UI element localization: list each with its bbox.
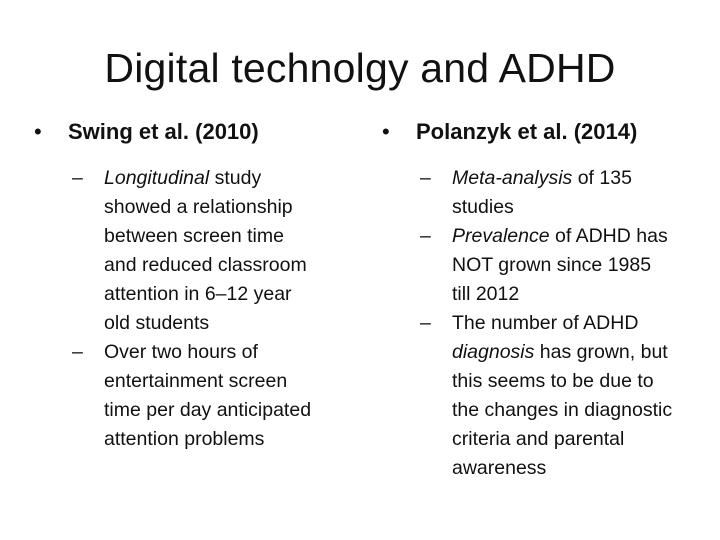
- bullet-marker: •: [34, 119, 42, 144]
- sub-bullet-screen-time: [34, 338, 354, 454]
- emphasis-text: Meta-analysis: [452, 167, 573, 189]
- text-line: [452, 222, 702, 251]
- text-line: this seems to be due to: [452, 370, 654, 392]
- text-line: studies: [452, 196, 514, 218]
- text-line: till 2012: [452, 283, 520, 305]
- text-line: and reduced classroom: [104, 254, 307, 276]
- right-sub-bullets: [382, 164, 702, 483]
- plain-text: has grown, but: [534, 341, 668, 363]
- right-bullet-heading: [382, 112, 702, 152]
- text-line: the changes in diagnostic: [452, 399, 673, 421]
- slide-title: Digital technolgy and ADHD: [104, 45, 616, 91]
- text-line: awareness: [452, 457, 547, 479]
- emphasis-text: Longitudinal: [104, 167, 210, 189]
- sub-bullet-prevalence: [382, 222, 702, 309]
- dash-marker: –: [72, 167, 83, 189]
- left-heading-text: Swing et al. (2010): [68, 119, 259, 144]
- right-column: [382, 112, 702, 483]
- text-line: [452, 164, 702, 193]
- sub-bullet-longitudinal: [34, 164, 354, 338]
- text-line: time per day anticipated: [104, 399, 312, 421]
- dash-marker: –: [72, 341, 83, 363]
- text-line: attention in 6‒12 year: [104, 283, 292, 305]
- plain-text: study: [209, 167, 262, 189]
- text-line: The number of ADHD: [452, 312, 639, 334]
- plain-text: of 135: [572, 167, 632, 189]
- plain-text: of ADHD has: [549, 225, 668, 247]
- text-line: [104, 164, 354, 193]
- sub-bullet-diagnosis: [382, 309, 702, 483]
- text-line: [452, 338, 702, 367]
- left-column: [34, 112, 354, 454]
- bullet-marker: •: [382, 119, 390, 144]
- right-heading-text: Polanzyk et al. (2014): [416, 119, 638, 144]
- text-line: showed a relationship: [104, 196, 293, 218]
- sub-bullet-meta-analysis: [382, 164, 702, 222]
- text-line: criteria and parental: [452, 428, 625, 450]
- text-line: attention problems: [104, 428, 265, 450]
- text-line: old students: [104, 312, 210, 334]
- text-line: Over two hours of: [104, 341, 258, 363]
- left-bullet-heading: [34, 112, 354, 152]
- dash-marker: –: [420, 167, 431, 189]
- left-sub-bullets: [34, 164, 354, 454]
- dash-marker: –: [420, 225, 431, 247]
- text-line: between screen time: [104, 225, 284, 247]
- emphasis-text: Prevalence: [452, 225, 550, 247]
- emphasis-text: diagnosis: [452, 341, 535, 363]
- dash-marker: –: [420, 312, 431, 334]
- text-line: entertainment screen: [104, 370, 288, 392]
- text-line: NOT grown since 1985: [452, 254, 652, 276]
